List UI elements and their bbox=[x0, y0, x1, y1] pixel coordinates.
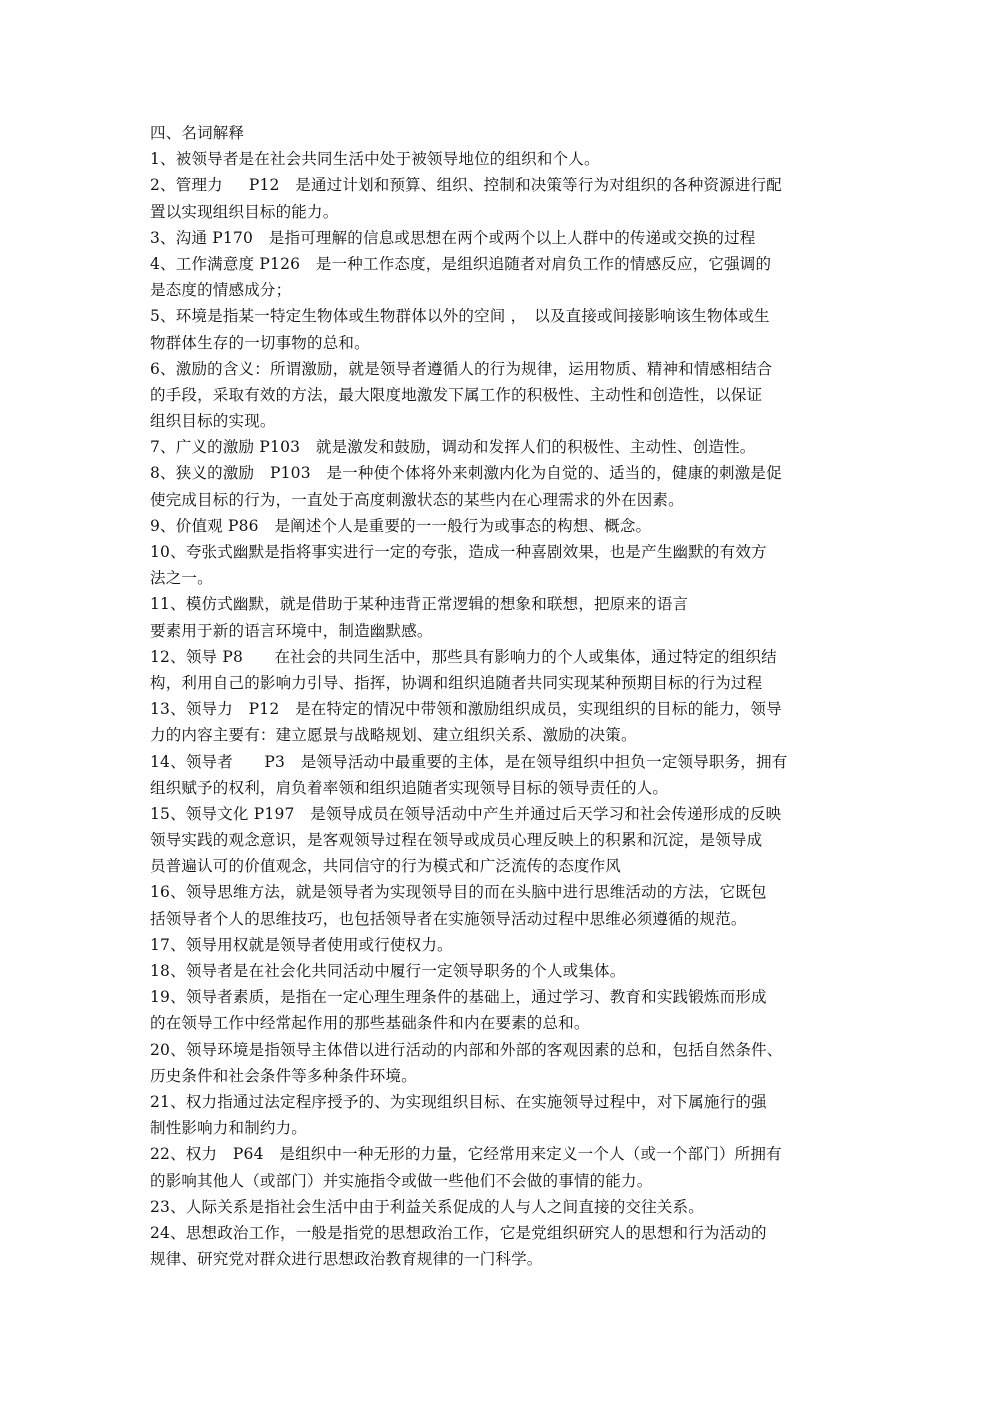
glossary-section bbox=[150, 120, 850, 1272]
text-line: 组织赋予的权利，肩负着率领和组织追随者实现领导目标的领导责任的人。 bbox=[150, 778, 669, 797]
text-line: 8、狭义的激励 P103 是一种使个体将外来刺激内化为自觉的、适当的，健康的刺激是促 bbox=[150, 464, 782, 483]
text-line: 14、领导者 P3 是领导活动中最重要的主体，是在领导组织中担负一定领导职务，拥有 bbox=[150, 752, 788, 771]
text-line: 4、工作满意度 P126 是一种工作态度，是组织追随者对肩负工作的情感反应，它强调的 bbox=[150, 254, 772, 273]
text-line: 6、激励的含义：所谓激励，就是领导者遵循人的行为规律，运用物质、精神和情感相结合 bbox=[150, 359, 773, 378]
text-line: 17、领导用权就是领导者使用或行使权力。 bbox=[150, 935, 453, 954]
text-line: 制性影响力和制约力。 bbox=[150, 1119, 308, 1138]
text-line: 12、领导 P8 在社会的共同生活中，那些具有影响力的个人或集体，通过特定的组织结 bbox=[150, 647, 777, 666]
text-line: 的手段，采取有效的方法，最大限度地激发下属工作的积极性、主动性和创造性，以保证 bbox=[150, 385, 763, 404]
text-line: 23、人际关系是指社会生活中由于利益关系促成的人与人之间直接的交往关系。 bbox=[150, 1197, 704, 1216]
text-line: 9、价值观 P86 是阐述个人是重要的一一般行为或事态的构想、概念。 bbox=[150, 516, 652, 535]
text-line: 10、夸张式幽默是指将事实进行一定的夸张，造成一种喜剧效果，也是产生幽默的有效方 bbox=[150, 543, 767, 561]
text-line: 规律、研究党对群众进行思想政治教育规律的一门科学。 bbox=[150, 1250, 543, 1269]
text-line: 置以实现组织目标的能力。 bbox=[150, 202, 339, 221]
text-line: 括领导者个人的思维技巧，也包括领导者在实施领导活动过程中思维必须遵循的规范。 bbox=[150, 909, 747, 928]
text-line: 是态度的情感成分； bbox=[150, 281, 292, 300]
text-line: 领导实践的观念意识，是客观领导过程在领导或成员心理反映上的积累和沉淀，是领导成 bbox=[150, 831, 763, 850]
text-line: 组织目标的实现。 bbox=[150, 412, 276, 431]
text-line: 要素用于新的语言环境中，制造幽默感。 bbox=[150, 621, 433, 640]
text-line: 16、领导思维方法，就是领导者为实现领导目的而在头脑中进行思维活动的方法，它既包 bbox=[150, 883, 767, 902]
text-line: 物群体生存的一切事物的总和。 bbox=[150, 333, 370, 352]
text-line: 使完成目标的行为，一直处于高度刺激状态的某些内在心理需求的外在因素。 bbox=[150, 490, 684, 509]
text-line: 24、思想政治工作，一般是指党的思想政治工作，它是党组织研究人的思想和行为活动的 bbox=[150, 1223, 767, 1242]
text-line: 21、权力指通过法定程序授予的、为实现组织目标、在实施领导过程中，对下属施行的强 bbox=[150, 1092, 767, 1111]
text-line: 2、管理力 P12 是通过计划和预算、组织、控制和决策等行为对组织的各种资源进行配 bbox=[150, 176, 782, 195]
text-line: 构，利用自己的影响力引导、指挥，协调和组织追随者共同实现某种预期目标的行为过程 bbox=[150, 673, 763, 692]
text-line: 5、环境是指某一特定生物体或生物群体以外的空间 ， 以及直接或间接影响该生物体或生 bbox=[150, 307, 770, 326]
text-line: 1、被领导者是在社会共同生活中处于被领导地位的组织和个人。 bbox=[150, 150, 600, 169]
text-line: 18、领导者是在社会化共同活动中履行一定领导职务的个人或集体。 bbox=[150, 962, 626, 980]
text-line: 员普遍认可的价值观念，共同信守的行为模式和广泛流传的态度作风 bbox=[150, 857, 622, 876]
text-line: 22、权力 P64 是组织中一种无形的力量，它经常用来定义一个人（或一个部门）所拥有 bbox=[150, 1145, 782, 1164]
text-line: 的在领导工作中经常起作用的那些基础条件和内在要素的总和。 bbox=[150, 1014, 590, 1033]
text-line: 法之一。 bbox=[150, 569, 213, 588]
text-line: 历史条件和社会条件等多种条件环境。 bbox=[150, 1066, 417, 1085]
text-line: 力的内容主要有：建立愿景与战略规划、建立组织关系、激励的决策。 bbox=[150, 726, 637, 745]
text-line: 的影响其他人（或部门）并实施指令或做一些他们不会做的事情的能力。 bbox=[150, 1171, 653, 1190]
text-line: 13、领导力 P12 是在特定的情况中带领和激励组织成员，实现组织的目标的能力，领导 bbox=[150, 700, 782, 719]
text-line: 19、领导者素质，是指在一定心理生理条件的基础上，通过学习、教育和实践锻炼而形成 bbox=[150, 988, 767, 1007]
text-line: 3、沟通 P170 是指可理解的信息或思想在两个或两个以上人群中的传递或交换的过程 bbox=[150, 228, 756, 247]
text-line: 11、模仿式幽默，就是借助于某种违背正常逻辑的想象和联想，把原来的语言 bbox=[150, 595, 689, 614]
text-line: 7、广义的激励 P103 就是激发和鼓励，调动和发挥人们的积极性、主动性、创造性。 bbox=[150, 438, 756, 457]
section-heading: 四、名词解释 bbox=[150, 124, 245, 142]
text-line: 20、领导环境是指领导主体借以进行活动的内部和外部的客观因素的总和，包括自然条件、 bbox=[150, 1040, 783, 1059]
text-line: 15、领导文化 P197 是领导成员在领导活动中产生并通过后天学习和社会传递形成的反映 bbox=[150, 804, 782, 823]
